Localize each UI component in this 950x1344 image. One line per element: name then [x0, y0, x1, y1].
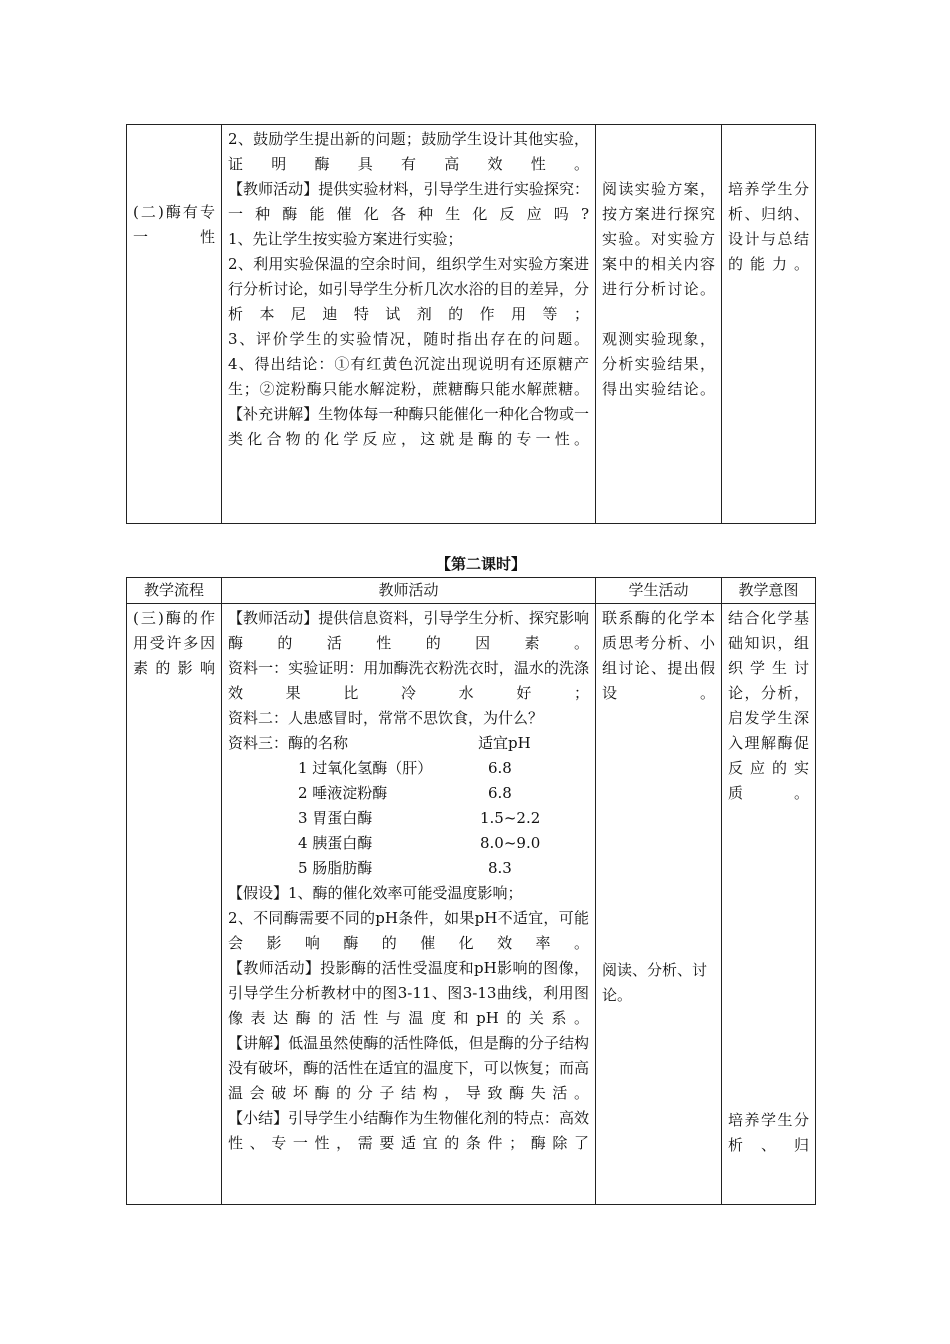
teacher-paragraph: 2、利用实验保温的空余时间，组织学生对实验方案进行分析讨论，如引导学生分析几次水浴的目的差异，分析本尼迪特试剂的作用等；: [228, 255, 589, 323]
teacher-paragraph: 资料二：人患感冒时，常常不思饮食，为什么？: [228, 709, 544, 727]
teacher-paragraph: 【补充讲解】生物体每一种酶只能催化一种化合物或一类化合物的化学反应，这就是酶的专一性。: [228, 405, 589, 448]
student-activity-text: 观测实验现象，分析实验结果，得出实验结论。: [602, 330, 715, 398]
teacher-paragraph: 【讲解】低温虽然使酶的活性降低，但是酶的分子结构没有破坏，酶的活性在适宜的温度下，可以恢复；而高温会破坏酶的分子结构，导致酶失活。: [228, 1034, 589, 1102]
enzyme-row: 2 唾液淀粉酶 6.8: [298, 784, 512, 802]
teacher-paragraph: 【小结】引导学生小结酶作为生物催化剂的特点：高效性、专一性，需要适宜的条件；酶除了: [228, 1109, 589, 1152]
student-activity-cell: [596, 125, 722, 524]
enzyme-row: 4 胰蛋白酶 8.0~9.0: [298, 834, 541, 852]
lesson-table-1: [126, 124, 816, 524]
header-flow: 教学流程: [127, 578, 222, 604]
student-activity-text: 阅读、分析、讨论。: [602, 961, 708, 1004]
intent-text: 培养学生分析、归: [728, 1111, 809, 1154]
header-student: 学生活动: [596, 578, 722, 604]
intent-text: 培养学生分析、归纳、设计与总结的能力。: [728, 180, 809, 273]
table-row: [127, 125, 816, 524]
teacher-paragraph: 【教师活动】投影酶的活性受温度和pH影响的图像，引导学生分析教材中的图3-11、图3-13曲线，利用图像表达酶的活性与温度和pH的关系。: [228, 959, 589, 1027]
student-activity-text: 联系酶的化学本质思考分析、小组讨论、提出假设。: [602, 609, 715, 702]
teacher-paragraph: 2、鼓励学生提出新的问题；鼓励学生设计其他实验，证明酶具有高效性。: [228, 130, 589, 173]
teacher-paragraph: 【教师活动】提供实验材料，引导学生进行实验探究：一种酶能催化各种生化反应吗?: [228, 180, 589, 223]
teacher-paragraph: 【假设】1、酶的催化效率可能受温度影响；: [228, 884, 523, 902]
table-row: [127, 604, 816, 1205]
material3-label: 资料三：酶的名称: [228, 734, 349, 752]
flow-cell: [127, 125, 222, 524]
flow-label: (二)酶有专一性: [133, 203, 215, 246]
intent-cell: [722, 604, 816, 1205]
ph-header: 适宜pH: [478, 734, 531, 752]
teacher-paragraph: 1、先让学生按实验方案进行实验；: [228, 230, 463, 248]
header-intent: 教学意图: [722, 578, 816, 604]
enzyme-row: 3 胃蛋白酶 1.5~2.2: [298, 809, 541, 827]
teacher-activity-cell: [222, 604, 596, 1205]
teacher-paragraph: 资料一：实验证明：用加酶洗衣粉洗衣时，温水的洗涤效果比冷水好；: [228, 659, 589, 702]
student-activity-cell: [596, 604, 722, 1205]
teacher-paragraph: 2、不同酶需要不同的pH条件，如果pH不适宜，可能会影响酶的催化效率。: [228, 909, 589, 952]
lesson-table-2: [126, 577, 816, 1205]
section-title: 【第二课时】: [435, 555, 526, 573]
teacher-paragraph: 【教师活动】提供信息资料，引导学生分析、探究影响酶的活性的因素。: [228, 609, 589, 652]
intent-cell: [722, 125, 816, 524]
flow-label: (三)酶的作用受许多因素的影响: [133, 609, 215, 677]
table-header-row: [127, 578, 816, 604]
teacher-activity-cell: [222, 125, 596, 524]
enzyme-table-header: [228, 731, 589, 756]
enzyme-row: 1 过氧化氢酶（肝） 6.8: [298, 759, 512, 777]
teacher-paragraph: 3、评价学生的实验情况，随时指出存在的问题。: [228, 330, 589, 348]
flow-cell: [127, 604, 222, 1205]
enzyme-row: 5 肠脂肪酶 8.3: [298, 859, 512, 877]
intent-text: 结合化学基础知识，组织学生讨论，分析，启发学生深入理解酶促反应的实质。: [728, 609, 809, 802]
student-activity-text: 阅读实验方案，按方案进行探究实验。对实验方案中的相关内容进行分析讨论。: [602, 180, 715, 298]
teacher-paragraph: 4、得出结论：①有红黄色沉淀出现说明有还原糖产生；②淀粉酶只能水解淀粉，蔗糖酶只能水解蔗糖。: [228, 355, 589, 398]
header-teacher: 教师活动: [222, 578, 596, 604]
